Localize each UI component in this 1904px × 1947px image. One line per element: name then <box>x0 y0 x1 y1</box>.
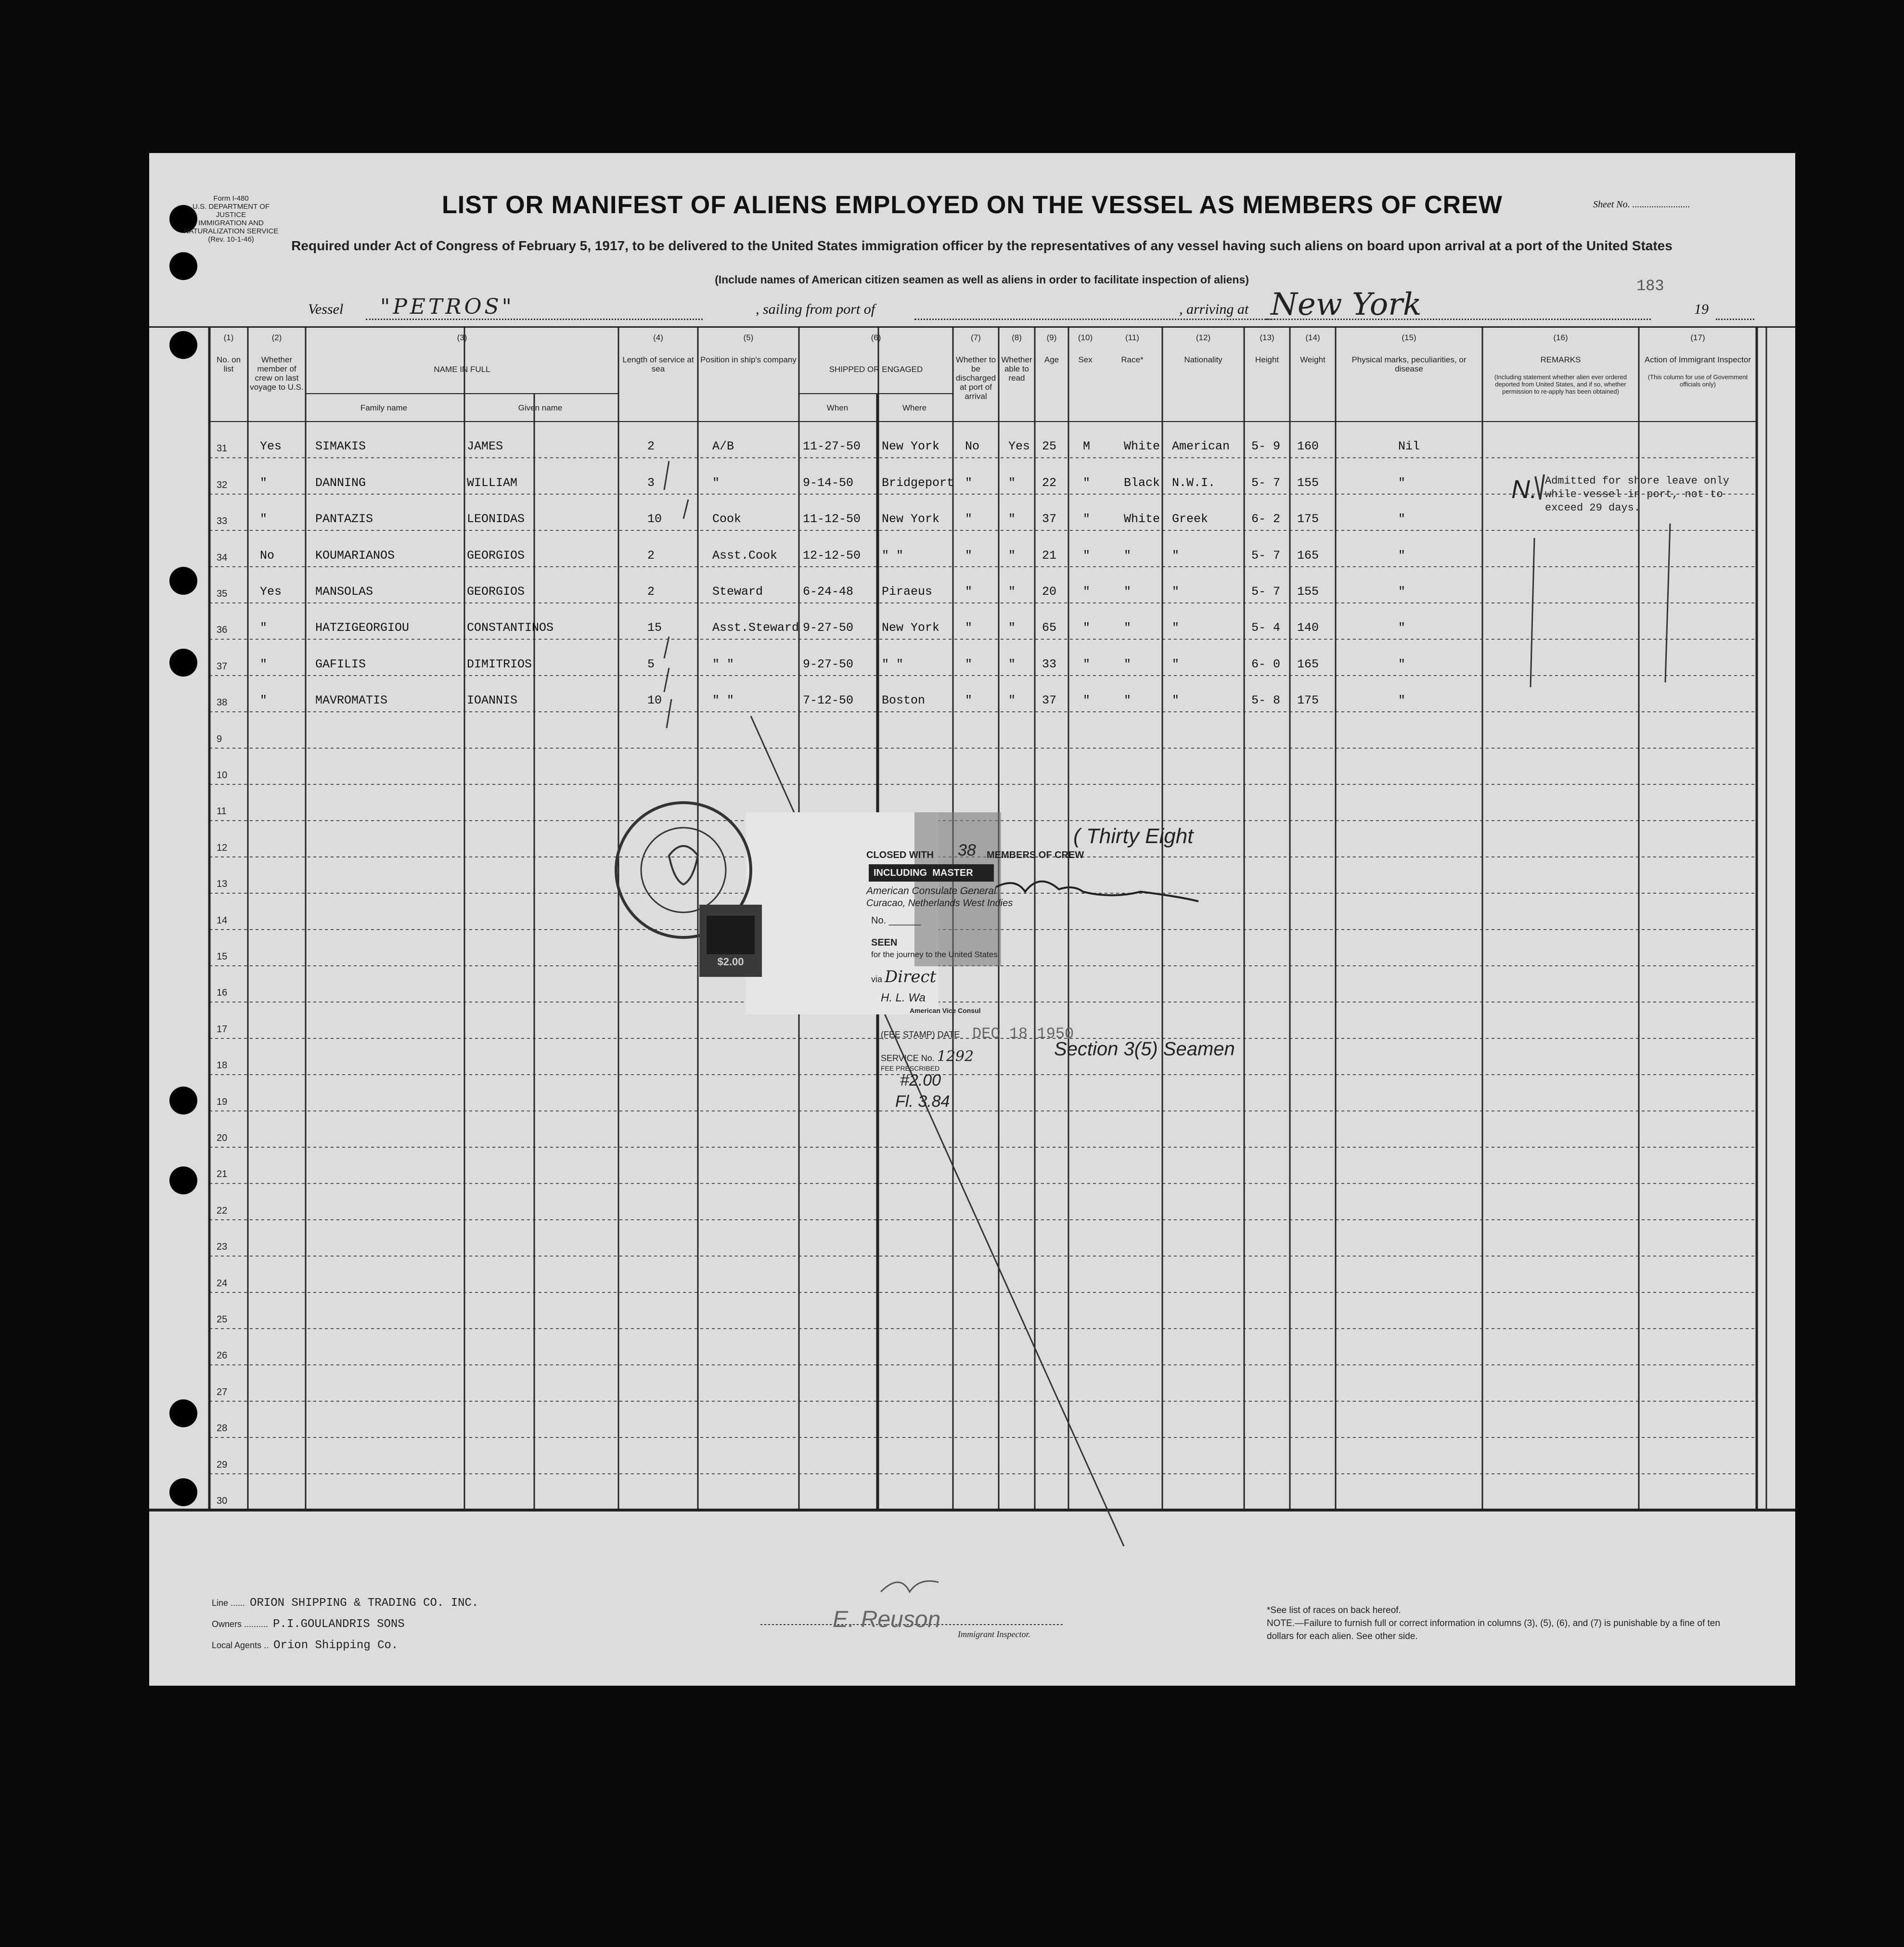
sailing-from-label: , sailing from port of <box>756 301 875 317</box>
crew-nationality: " <box>1172 693 1180 708</box>
row-number: 31 <box>217 443 228 454</box>
crew-when: 7-12-50 <box>803 693 854 708</box>
crew-family: PANTAZIS <box>315 512 373 526</box>
row-number: 10 <box>217 770 228 781</box>
crew-weight: 165 <box>1297 548 1319 563</box>
vessel-name: "PETROS" <box>380 295 515 319</box>
crew-nationality: N.W.I. <box>1172 475 1216 490</box>
crew-family: HATZIGEORGIOU <box>315 621 410 635</box>
crew-family: GAFILIS <box>315 657 366 671</box>
stamp-fee-value: #2.00 <box>900 1071 941 1089</box>
inspector-label: Immigrant Inspector. <box>958 1629 1030 1639</box>
remarks-initial: N. <box>1511 475 1537 504</box>
crew-when: 6-24-48 <box>803 585 854 599</box>
crew-sex: " <box>1083 693 1091 708</box>
crew-read: " <box>1008 657 1016 671</box>
crew-where: Piraeus <box>882 585 933 599</box>
sub-column-header: Family name <box>360 403 408 412</box>
check-marks <box>664 461 688 728</box>
crew-nationality: " <box>1172 621 1180 635</box>
annotation-layer <box>149 153 1795 1686</box>
column-header: Height <box>1255 355 1279 364</box>
crew-prev: " <box>260 475 268 490</box>
crew-sex: " <box>1083 512 1091 526</box>
crew-when: 12-12-50 <box>803 548 861 563</box>
column-number: (13) <box>1260 333 1274 342</box>
crew-height: 6- 0 <box>1251 657 1281 671</box>
crew-discharge: " <box>965 657 973 671</box>
year-label: 19 <box>1694 301 1709 317</box>
stamp-officer-title: American Vice Consul <box>910 1007 981 1014</box>
crew-height: 5- 7 <box>1251 585 1281 599</box>
footer-line: Line ...... ORION SHIPPING & TRADING CO. INC. <box>212 1597 479 1610</box>
crew-sex: " <box>1083 657 1091 671</box>
stamp-no: No. ______ <box>871 915 921 926</box>
crew-discharge: " <box>965 621 973 635</box>
row-number: 17 <box>217 1024 228 1035</box>
crew-where: Bridgeport <box>882 475 954 490</box>
crew-prev: " <box>260 693 268 708</box>
crew-where: " " <box>882 548 904 563</box>
crew-when: 9-27-50 <box>803 657 854 671</box>
row-number: 12 <box>217 842 228 853</box>
column-number: (16) <box>1553 333 1568 342</box>
row-number: 27 <box>217 1386 228 1397</box>
row-number: 28 <box>217 1423 228 1434</box>
stamp-service-no: SERVICE No. 1292 <box>881 1048 974 1065</box>
column-header: SHIPPED OR ENGAGED <box>829 365 923 374</box>
column-number: (10) <box>1078 333 1093 342</box>
column-number: (9) <box>1046 333 1057 342</box>
remarks-text: Admitted for shore leave only while vessel in port, not to exceed 29 days. <box>1545 475 1729 514</box>
crew-discharge: " <box>965 475 973 490</box>
consul-signature <box>996 882 1198 901</box>
crew-sex: M <box>1083 439 1091 454</box>
crew-where: New York <box>882 512 940 526</box>
footer-agents: Local Agents .. Orion Shipping Co. <box>212 1639 399 1652</box>
crew-nationality: " <box>1172 657 1180 671</box>
crew-position: Cook <box>712 512 742 526</box>
row-number: 24 <box>217 1278 228 1289</box>
crew-read: " <box>1008 512 1016 526</box>
crew-given: GEORGIOS <box>467 548 525 563</box>
stamp-via: via Direct <box>871 967 937 986</box>
column-number: (15) <box>1402 333 1416 342</box>
column-number: (3) <box>457 333 467 342</box>
crew-family: MAVROMATIS <box>315 693 388 708</box>
crew-age: 37 <box>1042 512 1057 526</box>
crew-read: " <box>1008 621 1016 635</box>
column-header: Position in ship's company <box>700 355 797 364</box>
column-number: (6) <box>871 333 881 342</box>
crew-read: " <box>1008 693 1016 708</box>
crew-service: 3 <box>647 475 655 490</box>
crew-discharge: " <box>965 512 973 526</box>
crew-given: DIMITRIOS <box>467 657 532 671</box>
row-number: 13 <box>217 879 228 890</box>
crew-weight: 140 <box>1297 621 1319 635</box>
stamp-place: Curacao, Netherlands West Indies <box>866 898 1013 909</box>
crew-service: 5 <box>647 657 655 671</box>
crew-race: " <box>1124 657 1132 671</box>
crew-marks: " <box>1398 657 1406 671</box>
crew-prev: " <box>260 621 268 635</box>
crew-where: Boston <box>882 693 926 708</box>
crew-sex: " <box>1083 585 1091 599</box>
row-number: 33 <box>217 516 228 527</box>
row-number: 15 <box>217 951 228 962</box>
crew-sex: " <box>1083 621 1091 635</box>
row-number: 23 <box>217 1242 228 1253</box>
crew-height: 6- 2 <box>1251 512 1281 526</box>
crew-marks: " <box>1398 548 1406 563</box>
document-subtitle: Required under Act of Congress of February 5, 1917, to be delivered to the United States immigration officer by the representatives of any vessel having such aliens on board upon arrival at a port of the United States <box>291 238 1672 253</box>
crew-marks: " <box>1398 621 1406 635</box>
row-number: 18 <box>217 1060 228 1071</box>
crew-read: " <box>1008 548 1016 563</box>
stamp-officer: H. L. Wa <box>881 991 926 1004</box>
column-header: Whether to be discharged at port of arrival <box>955 355 996 401</box>
inspector-signature: E. Reuson <box>833 1607 941 1632</box>
row-number: 38 <box>217 697 228 708</box>
crew-position: Asst.Cook <box>712 548 778 563</box>
document-subtitle-note: (Include names of American citizen seamen as well as aliens in order to facilitate inspection of aliens) <box>715 273 1249 286</box>
stamp-fl-value: Fl. 3.84 <box>895 1092 950 1111</box>
crew-service: 10 <box>647 512 662 526</box>
stamp-members: MEMBERS OF CREW <box>987 850 1084 860</box>
column-header: Nationality <box>1184 355 1222 364</box>
remarks-bracket-right <box>1665 524 1670 682</box>
signature-flourish <box>881 1581 939 1592</box>
row-number: 16 <box>217 987 228 999</box>
row-number: 32 <box>217 479 228 490</box>
column-header: REMARKS <box>1540 355 1581 364</box>
crew-read: " <box>1008 475 1016 490</box>
stamp-including-master: INCLUDING MASTER <box>869 864 994 882</box>
crew-position: " " <box>712 693 734 708</box>
column-header-note: (Including statement whether alien ever ordered deported from United States, and if so, whether permission to re-apply has been obtained) <box>1494 373 1627 395</box>
crew-family: MANSOLAS <box>315 585 373 599</box>
crew-where: New York <box>882 439 940 454</box>
crew-age: 21 <box>1042 548 1057 563</box>
sub-column-header: Given name <box>518 403 563 412</box>
row-number: 30 <box>217 1496 228 1506</box>
crew-age: 65 <box>1042 621 1057 635</box>
page-number: 183 <box>1636 277 1664 295</box>
sub-column-header: When <box>826 403 849 412</box>
crew-race: " <box>1124 548 1132 563</box>
fee-stamp-inner <box>707 916 755 954</box>
crew-position: " " <box>712 657 734 671</box>
crew-discharge: " <box>965 548 973 563</box>
column-header: Physical marks, peculiarities, or disease <box>1351 355 1467 373</box>
row-number: 19 <box>217 1096 228 1107</box>
sub-column-header: Where <box>902 403 927 412</box>
column-number: (12) <box>1196 333 1211 342</box>
section-note: Section 3(5) Seamen <box>1054 1038 1235 1060</box>
crew-service: 10 <box>647 693 662 708</box>
crew-race: " <box>1124 585 1132 599</box>
document-title: LIST OR MANIFEST OF ALIENS EMPLOYED ON THE VESSEL AS MEMBERS OF CREW <box>442 191 1503 219</box>
crew-prev: Yes <box>260 585 282 599</box>
stamp-fee-prescribed: FEE PRESCRIBED <box>881 1064 940 1072</box>
crew-age: 37 <box>1042 693 1057 708</box>
row-number: 36 <box>217 625 228 636</box>
row-number: 37 <box>217 661 228 672</box>
crew-where: New York <box>882 621 940 635</box>
crew-weight: 160 <box>1297 439 1319 454</box>
crew-family: DANNING <box>315 475 366 490</box>
crew-height: 5- 9 <box>1251 439 1281 454</box>
row-number: 25 <box>217 1314 228 1325</box>
crew-weight: 155 <box>1297 585 1319 599</box>
row-number: 26 <box>217 1350 228 1361</box>
stamp-journey: for the journey to the United States <box>871 950 998 959</box>
fee-stamp-value: $2.00 <box>717 956 744 968</box>
crew-height: 5- 7 <box>1251 475 1281 490</box>
crew-service: 15 <box>647 621 662 635</box>
row-number: 35 <box>217 589 228 599</box>
eagle-icon <box>669 846 698 884</box>
row-number: 29 <box>217 1459 228 1470</box>
crew-when: 11-27-50 <box>803 439 861 454</box>
column-number: (2) <box>271 333 282 342</box>
crew-height: 5- 8 <box>1251 693 1281 708</box>
written-crew-count: ( Thirty Eight <box>1073 824 1194 848</box>
column-header: Length of service at sea <box>622 355 694 373</box>
column-number: (7) <box>971 333 981 342</box>
row-number: 11 <box>217 806 227 817</box>
crew-prev: No <box>260 548 275 563</box>
crew-prev: " <box>260 512 268 526</box>
crew-race: " <box>1124 621 1132 635</box>
crew-prev: Yes <box>260 439 282 454</box>
crew-marks: Nil <box>1398 439 1420 454</box>
crew-age: 33 <box>1042 657 1057 671</box>
crew-when: 9-27-50 <box>803 621 854 635</box>
column-header: No. on list <box>216 355 241 373</box>
stamp-count: 38 <box>958 841 976 859</box>
crew-marks: " <box>1398 693 1406 708</box>
sheet-number-label: Sheet No. ........................ <box>1593 199 1690 210</box>
row-number: 34 <box>217 552 228 563</box>
crew-service: 2 <box>647 548 655 563</box>
crew-given: CONSTANTINOS <box>467 621 554 635</box>
remarks-bracket-left <box>1531 538 1534 687</box>
column-header: Sex <box>1078 355 1093 364</box>
crew-given: GEORGIOS <box>467 585 525 599</box>
column-number: (17) <box>1690 333 1705 342</box>
crew-position: " <box>712 475 720 490</box>
crew-age: 22 <box>1042 475 1057 490</box>
crew-race: " <box>1124 693 1132 708</box>
crew-weight: 175 <box>1297 512 1319 526</box>
manifest-sheet <box>149 153 1795 1686</box>
column-number: (14) <box>1305 333 1320 342</box>
crew-marks: " <box>1398 512 1406 526</box>
column-number: (1) <box>223 333 234 342</box>
crew-nationality: " <box>1172 585 1180 599</box>
column-number: (5) <box>743 333 754 342</box>
column-header-note: (This column for use of Government officials only) <box>1647 373 1748 388</box>
crew-nationality: Greek <box>1172 512 1209 526</box>
footer-notes: *See list of races on back hereof. NOTE.—Failure to furnish full or correct information in columns (3), (5), (6), and (7) is punishable by a fine of ten dollars for each alien. See other side. <box>1267 1605 1720 1641</box>
form-identifier: Form I-480 U.S. DEPARTMENT OF JUSTICE IMMIGRATION AND NATURALIZATION SERVICE (Rev. 10-1-46) <box>183 194 279 243</box>
crew-height: 5- 4 <box>1251 621 1281 635</box>
column-header: Age <box>1044 355 1059 364</box>
crew-where: " " <box>882 657 904 671</box>
crew-given: WILLIAM <box>467 475 518 490</box>
crew-marks: " <box>1398 475 1406 490</box>
arriving-at-label: , arriving at <box>1179 301 1249 317</box>
crew-weight: 155 <box>1297 475 1319 490</box>
crew-position: A/B <box>712 439 734 454</box>
consular-seal-inner <box>641 828 726 912</box>
crew-race: White <box>1124 439 1160 454</box>
row-number: 9 <box>217 733 222 744</box>
crew-given: IOANNIS <box>467 693 518 708</box>
crew-race: White <box>1124 512 1160 526</box>
row-number: 20 <box>217 1133 228 1143</box>
column-header: Whether member of crew on last voyage to U.S. <box>250 355 304 392</box>
crew-service: 2 <box>647 439 655 454</box>
crew-age: 20 <box>1042 585 1057 599</box>
crew-prev: " <box>260 657 268 671</box>
crew-read: " <box>1008 585 1016 599</box>
stamp-consulate: American Consulate General <box>866 885 996 897</box>
crew-given: JAMES <box>467 439 503 454</box>
crew-weight: 165 <box>1297 657 1319 671</box>
crew-discharge: No <box>965 439 980 454</box>
crew-position: Asst.Steward <box>712 621 799 635</box>
crew-sex: " <box>1083 475 1091 490</box>
arriving-port: New York <box>1271 287 1422 322</box>
column-header: NAME IN FULL <box>434 365 490 374</box>
footer-owners: Owners .......... P.I.GOULANDRIS SONS <box>212 1618 405 1631</box>
vessel-label: Vessel <box>308 301 344 317</box>
crew-sex: " <box>1083 548 1091 563</box>
stamp-date: DEC 18 1950 <box>972 1025 1074 1043</box>
crew-family: SIMAKIS <box>315 439 366 454</box>
crew-when: 11-12-50 <box>803 512 861 526</box>
crew-read: Yes <box>1008 439 1030 454</box>
crew-age: 25 <box>1042 439 1057 454</box>
crew-race: Black <box>1124 475 1160 490</box>
crew-discharge: " <box>965 585 973 599</box>
crew-height: 5- 7 <box>1251 548 1281 563</box>
row-number: 21 <box>217 1169 228 1180</box>
crew-when: 9-14-50 <box>803 475 854 490</box>
stamp-closed-with: CLOSED WITH <box>866 850 934 860</box>
row-number: 22 <box>217 1205 228 1216</box>
crew-service: 2 <box>647 585 655 599</box>
crew-nationality: American <box>1172 439 1230 454</box>
crew-nationality: " <box>1172 548 1180 563</box>
column-number: (4) <box>653 333 663 342</box>
column-header: Race* <box>1121 355 1144 364</box>
row-number: 14 <box>217 915 228 926</box>
crew-marks: " <box>1398 585 1406 599</box>
crew-given: LEONIDAS <box>467 512 525 526</box>
column-header: Action of Immigrant Inspector <box>1644 355 1751 364</box>
crew-discharge: " <box>965 693 973 708</box>
stamp-seen: SEEN <box>871 937 898 948</box>
column-header: Whether able to read <box>1001 355 1032 383</box>
crew-position: Steward <box>712 585 763 599</box>
crew-family: KOUMARIANOS <box>315 548 395 563</box>
column-number: (11) <box>1125 333 1139 342</box>
stamp-fee-date: (FEE STAMP) DATE <box>881 1030 960 1039</box>
crew-weight: 175 <box>1297 693 1319 708</box>
column-header: Weight <box>1300 355 1325 364</box>
column-number: (8) <box>1012 333 1022 342</box>
